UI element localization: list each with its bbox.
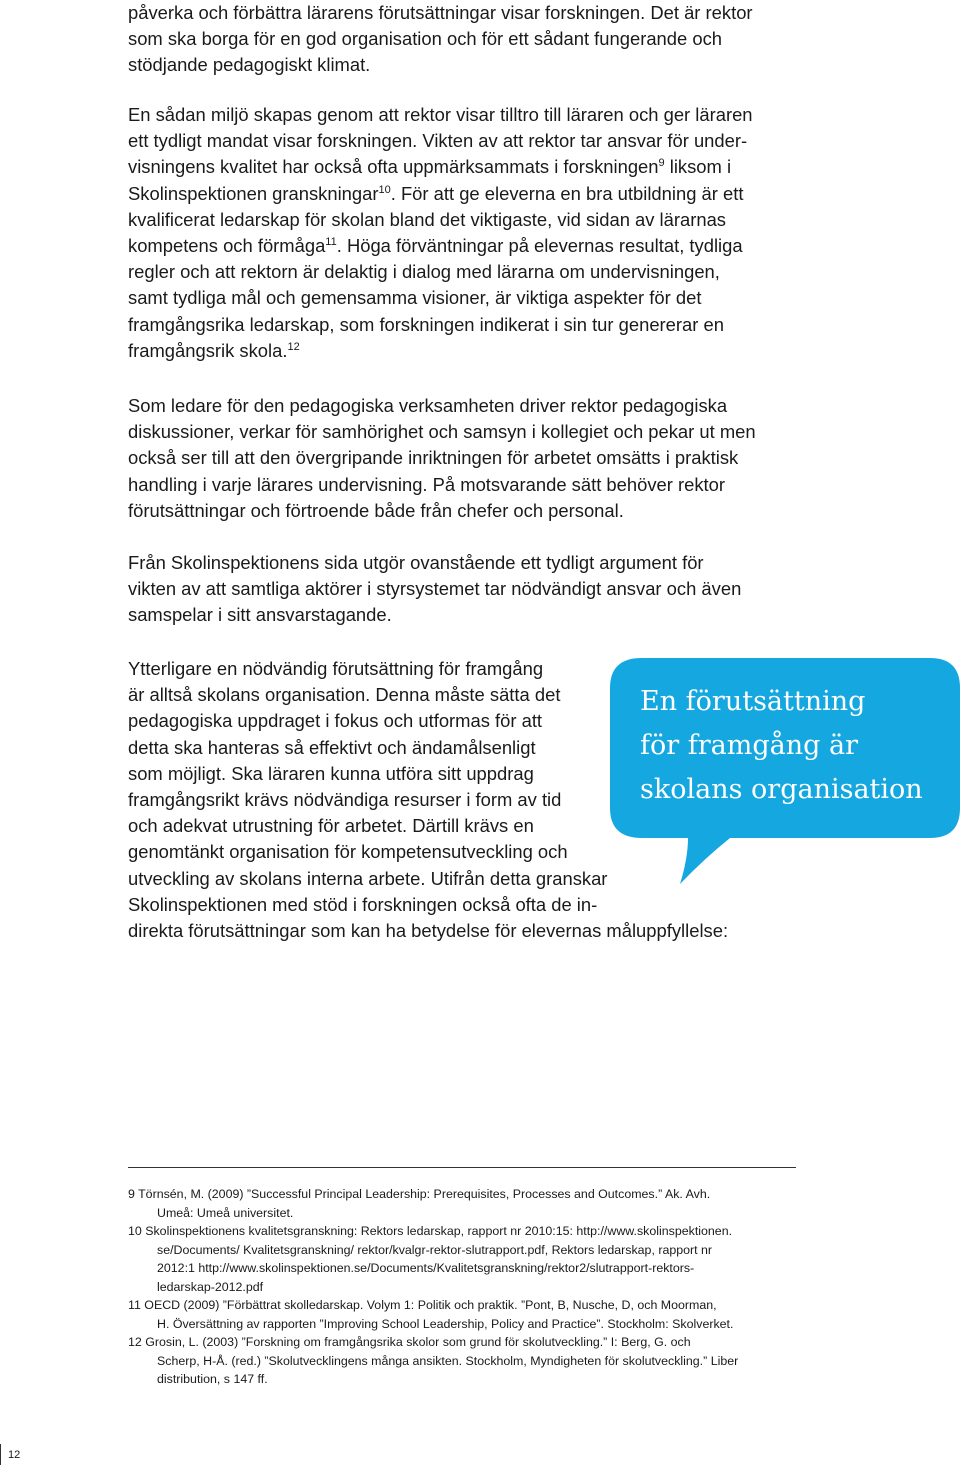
text-line bbox=[128, 181, 808, 207]
text-line: genomtänkt organisation för kompetensutveckling och bbox=[128, 841, 568, 863]
text-segment: . För att ge eleverna en bra utbildning är ett bbox=[390, 182, 744, 204]
text-line: Från Skolinspektionens sida utgör ovanstående ett tydligt argument för bbox=[128, 552, 704, 573]
text-line: direkta förutsättningar som kan ha betydelse för elevernas måluppfyllelse: bbox=[128, 920, 729, 942]
text-line: framgångsrika ledarskap, som forskningen indikerat i sin tur genererar en bbox=[128, 313, 724, 335]
footnotes bbox=[128, 1185, 808, 1389]
text-line: ett tydligt mandat visar forskningen. Vikten av att rektor tar ansvar för under- bbox=[128, 130, 748, 152]
text-segment: kompetens och förmåga bbox=[128, 235, 326, 257]
text-line: utveckling av skolans interna arbete. Utifrån detta granskar bbox=[128, 867, 608, 889]
text-line: framgångsrikt krävs nödvändiga resurser i form av tid bbox=[128, 789, 562, 811]
callout-line: skolans organisation bbox=[640, 774, 923, 805]
text-line: påverka och förbättra lärarens förutsättningar visar forskningen. Det är rektor bbox=[128, 2, 753, 23]
footnote-line: distribution, s 147 ff. bbox=[157, 1372, 268, 1386]
text-line: som ska borga för en god organisation och för ett sådant fungerande och bbox=[128, 28, 722, 50]
footnote-line: 12 Grosin, L. (2003) ”Forskning om framgångsrika skolor som grund för skolutveckling.” I: Berg, G. och bbox=[128, 1335, 691, 1349]
footnote-line: Umeå: Umeå universitet. bbox=[157, 1205, 294, 1220]
footnote-line: 2012:1 http://www.skolinspektionen.se/Documents/Kvalitetsgranskning/rektor2/slutrapport-rektors- bbox=[157, 1261, 695, 1275]
footnote-ref-10: 10 bbox=[378, 183, 391, 196]
footnote-ref-9: 9 bbox=[658, 157, 665, 170]
text-segment: visningens kvalitet har också ofta uppmärksammats i forskningen bbox=[128, 156, 659, 178]
folio-divider bbox=[0, 1444, 1, 1465]
text-line: En sådan miljö skapas genom att rektor visar tilltro till läraren och ger läraren bbox=[128, 104, 753, 125]
text-segment: liksom i bbox=[664, 156, 732, 178]
footnote-line: 11 OECD (2009) ”Förbättrat skolledarskap. Volym 1: Politik och praktik. ”Pont, B, Nusche, D, och Moorman, bbox=[128, 1298, 717, 1312]
footnote-12 bbox=[128, 1333, 808, 1389]
text-line: är alltså skolans organisation. Denna måste sätta det bbox=[128, 684, 561, 706]
text-segment: Skolinspektionen granskningar bbox=[128, 182, 379, 204]
page-number: 12 bbox=[8, 1449, 21, 1461]
callout-line: för framgång är bbox=[640, 730, 858, 761]
text-line: Skolinspektionen med stöd i forskningen också ofta de in- bbox=[128, 893, 598, 915]
footnote-9 bbox=[128, 1185, 808, 1222]
text-line: kvalificerat ledarskap för skolan bland det viktigaste, vid sidan av lärarnas bbox=[128, 208, 727, 230]
text-line: Ytterligare en nödvändig förutsättning för framgång bbox=[128, 658, 544, 679]
text-line: och adekvat utrustning för arbetet. Därtill krävs en bbox=[128, 815, 534, 837]
callout-text bbox=[640, 680, 950, 812]
text-line: som möjligt. Ska läraren kunna utföra sitt uppdrag bbox=[128, 762, 534, 784]
text-segment: framgångsrik skola. bbox=[128, 339, 288, 361]
footnote-line: se/Documents/ Kvalitetsgranskning/ rektor/kvalgr-rektor-slutrapport.pdf, Rektors ledarskap, rapport nr bbox=[157, 1242, 713, 1257]
paragraph-1 bbox=[128, 0, 808, 79]
footnote-11 bbox=[128, 1296, 808, 1333]
paragraph-4 bbox=[128, 550, 808, 629]
text-line bbox=[128, 233, 808, 259]
text-line: diskussioner, verkar för samhörighet och samsyn i kollegiet och pekar ut men bbox=[128, 421, 756, 443]
pull-quote-callout bbox=[610, 658, 960, 888]
footnote-ref-11: 11 bbox=[325, 236, 337, 249]
text-line: Som ledare för den pedagogiska verksamheten driver rektor pedagogiska bbox=[128, 395, 728, 416]
paragraph-2 bbox=[128, 102, 808, 364]
footnote-divider bbox=[128, 1167, 796, 1168]
footnote-line: 9 Törnsén, M. (2009) ”Successful Principal Leadership: Prerequisites, Processes and Outcomes.” Ak. Avh. bbox=[128, 1187, 711, 1201]
text-segment: . Höga förväntningar på elevernas resultat, tydliga bbox=[336, 235, 743, 257]
text-line: vikten av att samtliga aktörer i styrsystemet tar nödvändigt ansvar och även bbox=[128, 578, 742, 600]
footnote-10 bbox=[128, 1222, 808, 1296]
paragraph-3 bbox=[128, 393, 808, 524]
text-line: handling i varje lärares undervisning. På motsvarande sätt behöver rektor bbox=[128, 473, 725, 495]
text-line: förutsättningar och förtroende både från chefer och personal. bbox=[128, 499, 624, 521]
callout-line: En förutsättning bbox=[640, 686, 866, 717]
text-line: samspelar i sitt ansvarstagande. bbox=[128, 604, 392, 626]
footnote-line: Scherp, H-Å. (red.) ”Skolutvecklingens många ansikten. Stockholm, Myndigheten för skolutveckling.” Liber bbox=[157, 1353, 739, 1368]
footnote-ref-12: 12 bbox=[287, 340, 300, 353]
footnote-line: ledarskap-2012.pdf bbox=[157, 1279, 264, 1294]
text-line: regler och att rektorn är delaktig i dialog med lärarna om undervisningen, bbox=[128, 261, 720, 283]
text-line: detta ska hanteras så effektivt och ändamålsenligt bbox=[128, 736, 536, 758]
footnote-line: H. Översättning av rapporten ”Improving School Leadership, Policy and Practice”. Stockholm: Skolverket. bbox=[157, 1316, 734, 1331]
text-line: stödjande pedagogiskt klimat. bbox=[128, 54, 371, 76]
footnote-line: 10 Skolinspektionens kvalitetsgranskning: Rektors ledarskap, rapport nr 2010:15: http://www.skolinspektionen. bbox=[128, 1224, 733, 1238]
text-line: pedagogiska uppdraget i fokus och utformas för att bbox=[128, 710, 543, 732]
text-line: också ser till att den övergripande inriktningen för arbetet omsätts i praktisk bbox=[128, 447, 739, 469]
text-line: samt tydliga mål och gemensamma visioner, är viktiga aspekter för det bbox=[128, 287, 702, 309]
text-line bbox=[128, 154, 808, 180]
text-line bbox=[128, 338, 808, 364]
